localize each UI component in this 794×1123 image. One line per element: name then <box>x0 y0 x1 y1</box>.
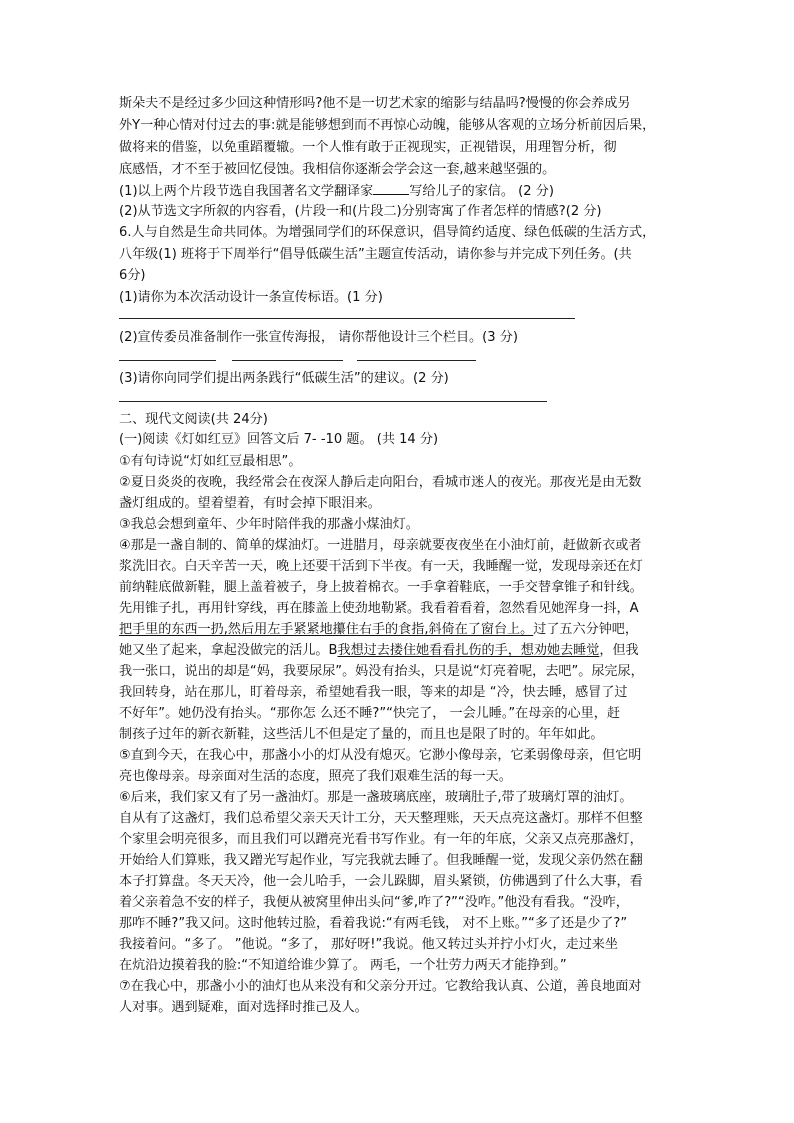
question-line: (3)请你向同学们提出两条践行“低碳生活”的建议。(2 分) <box>119 371 449 386</box>
question-line: (2)从节选文字所叙的内容看，(片段一和(片段二)分别寄寓了作者怎样的情感?(2 分) <box>119 204 602 219</box>
text-line: 斯朵夫不是经过多少回这种情形吗?他不是一切艺术家的缩影与结晶吗?慢慢的你会养成另 <box>119 96 631 111</box>
question-line: (2)宣传委员准备制作一张宣传海报， 请你帮他设计三个栏目。(3 分) <box>119 330 518 345</box>
paragraph-line: 先用锥子扎，再用针穿线，再在膝盖上使劲地勒紧。我看着看着，忽然看见她浑身一抖，A <box>119 601 639 616</box>
paragraph-line: 亮也像母亲。母亲面对生活的态度，照亮了我们艰难生活的每一天。 <box>119 769 512 784</box>
paragraph-text: 她又坐了起来，拿起没做完的活儿。B <box>119 643 338 658</box>
paragraph-line: ⑥后来，我们家又有了另一盏油灯。那是一盏玻璃底座，玻璃肚子,带了玻璃灯罩的油灯。 <box>119 790 633 805</box>
text-line: 做将来的借鉴，以免重蹈覆辙。一个人惟有敢于正视现实，正视错误，用理智分析，彻 <box>119 140 617 155</box>
paragraph-line: 浆洗旧衣。白天辛苦一天，晚上还要干活到下半夜。有一天，我睡醒一觉，发现母亲还在灯 <box>119 559 643 574</box>
section-subheading: (一)阅读《灯如红豆》回答文后 7- -10 题。 (共 14 分) <box>119 432 439 447</box>
text-line: 底感悟，才不至于被回忆侵蚀。我相信你逐渐会学会这一套,越来越坚强的。 <box>119 162 556 177</box>
paragraph-line: 盏灯组成的。望着望着，有时会掉下眼泪来。 <box>119 496 381 511</box>
paragraph-line: 不好年”。她仍没有抬头。“那你怎 么还不睡?”“快完了， 一会儿睡。”在母亲的心里，赶 <box>119 706 620 721</box>
paragraph-line: 在炕沿边摸着我的脸:“不知道给谁少算了。 两毛，一个壮劳力两天才能挣到。” <box>119 958 567 973</box>
paragraph-line: 自从有了这盏灯，我们总希望父亲天天计工分，天天整理账，天天点亮这盏灯。那样不但整 <box>119 811 643 826</box>
paragraph-line: ①有句诗说“灯如红豆最相思”。 <box>119 454 302 469</box>
underlined-sentence-a: 把手里的东西一扔,然后用左手紧紧地攥住右手的食指,斜倚在了窗台上。 <box>119 622 534 637</box>
answer-line[interactable] <box>119 318 575 319</box>
paragraph-line: 个家里会明亮很多，而且我们可以蹭亮光看书写作业。有一年的年底，父亲又点亮那盏灯， <box>119 832 643 847</box>
text-line: 八年级(1) 班将于下周举行“倡导低碳生活”主题宣传活动，请你参与并完成下列任务。(共 <box>119 247 632 262</box>
paragraph-line: 那咋不睡?”我又问。这时他转过脸，看着我说:“有两毛钱， 对不上账。”“多了还是少了?” <box>119 916 628 931</box>
answer-line[interactable] <box>357 360 476 361</box>
section-heading: 二、现代文阅读(共 24分) <box>119 412 268 427</box>
paragraph-line: 我接着问。“多了。 ”他说。“多了， 那好呀!”我说。他又转过头并拧小灯火，走过来坐 <box>119 937 618 952</box>
paragraph-line: ②夏日炎炎的夜晚，我经常会在夜深人静后走向阳台，看城市迷人的夜光。那夜光是由无数 <box>119 475 642 490</box>
text-line: 外Y一种心情对付过去的事:就是能够想到而不再惊心动魄，能够从客观的立场分析前因后果， <box>119 118 656 133</box>
answer-line[interactable] <box>119 401 547 402</box>
paragraph-line: ⑦在我心中，那盏小小的油灯也从来没有和父亲分开过。它教给我认真、公道，善良地面对 <box>119 979 642 994</box>
paragraph-line: 人对事。遇到疑难，面对选择时推己及人。 <box>119 1000 368 1015</box>
paragraph-text: 过了五六分钟吧， <box>533 622 638 637</box>
paragraph-line <box>119 643 639 659</box>
answer-line[interactable] <box>119 360 216 361</box>
paragraph-line: 制孩子过年的新衣新鞋，这些活儿不但是定了量的，而且也是限了时的。年年如此。 <box>119 727 604 742</box>
question-line <box>119 183 554 200</box>
text-line: 6.人与自然是生命共同体。为增强同学们的环保意识，倡导简约适度、绿色低碳的生活方式， <box>119 225 656 240</box>
paragraph-line: ⑤直到今天，在我心中，那盏小小的灯从没有熄灭。它渺小像母亲，它柔弱像母亲，但它明 <box>119 748 642 763</box>
answer-line[interactable] <box>232 360 343 361</box>
answer-blank[interactable] <box>373 183 409 195</box>
text-line: 6分) <box>119 268 146 283</box>
question-text: (1)以上两个片段节选自我国著名文学翻译家 <box>119 184 374 199</box>
paragraph-line: 我回转身，站在那儿，盯着母亲，希望她看我一眼，等来的却是 “冷，快去睡，感冒了过 <box>119 685 628 700</box>
paragraph-line: 前纳鞋底做新鞋，腿上盖着被子，身上披着棉衣。一手拿着鞋底，一手交替拿锥子和针线。 <box>119 580 643 595</box>
paragraph-line: 我一张口，说出的却是“妈，我要尿尿”。妈没有抬头，只是说“灯亮着呢，去吧”。尿完尿， <box>119 664 644 679</box>
paragraph-line: 本子打算盘。冬天天冷，他一会儿哈手，一会儿跺脚，眉头紧锁，仿佛遇到了什么大事，看 <box>119 874 643 889</box>
paragraph-text: ，但我 <box>599 643 639 658</box>
paragraph-line: 开始给人们算账，我又蹭光写起作业，写完我就去睡了。但我睡醒一觉，发现父亲仍然在翻 <box>119 853 643 868</box>
paragraph-line: ④那是一盏自制的、简单的煤油灯。一进腊月，母亲就要夜夜坐在小油灯前，赶做新衣或者 <box>119 538 642 553</box>
paragraph-line: ③我总会想到童年、少年时陪伴我的那盏小煤油灯。 <box>119 517 419 532</box>
paragraph-line <box>119 622 638 638</box>
question-line: (1)请你为本次活动设计一条宣传标语。(1 分) <box>119 290 383 305</box>
paragraph-line: 着父亲着急不安的样子，我便从被窝里伸出头问“爹,咋了?”“没咋。”他没有看我。“没咋， <box>119 895 629 910</box>
underlined-sentence-b: 我想过去搂住她看看扎伤的手，想劝她去睡觉 <box>337 643 600 658</box>
question-text: 写给儿子的家信。 (2 分) <box>409 184 554 199</box>
